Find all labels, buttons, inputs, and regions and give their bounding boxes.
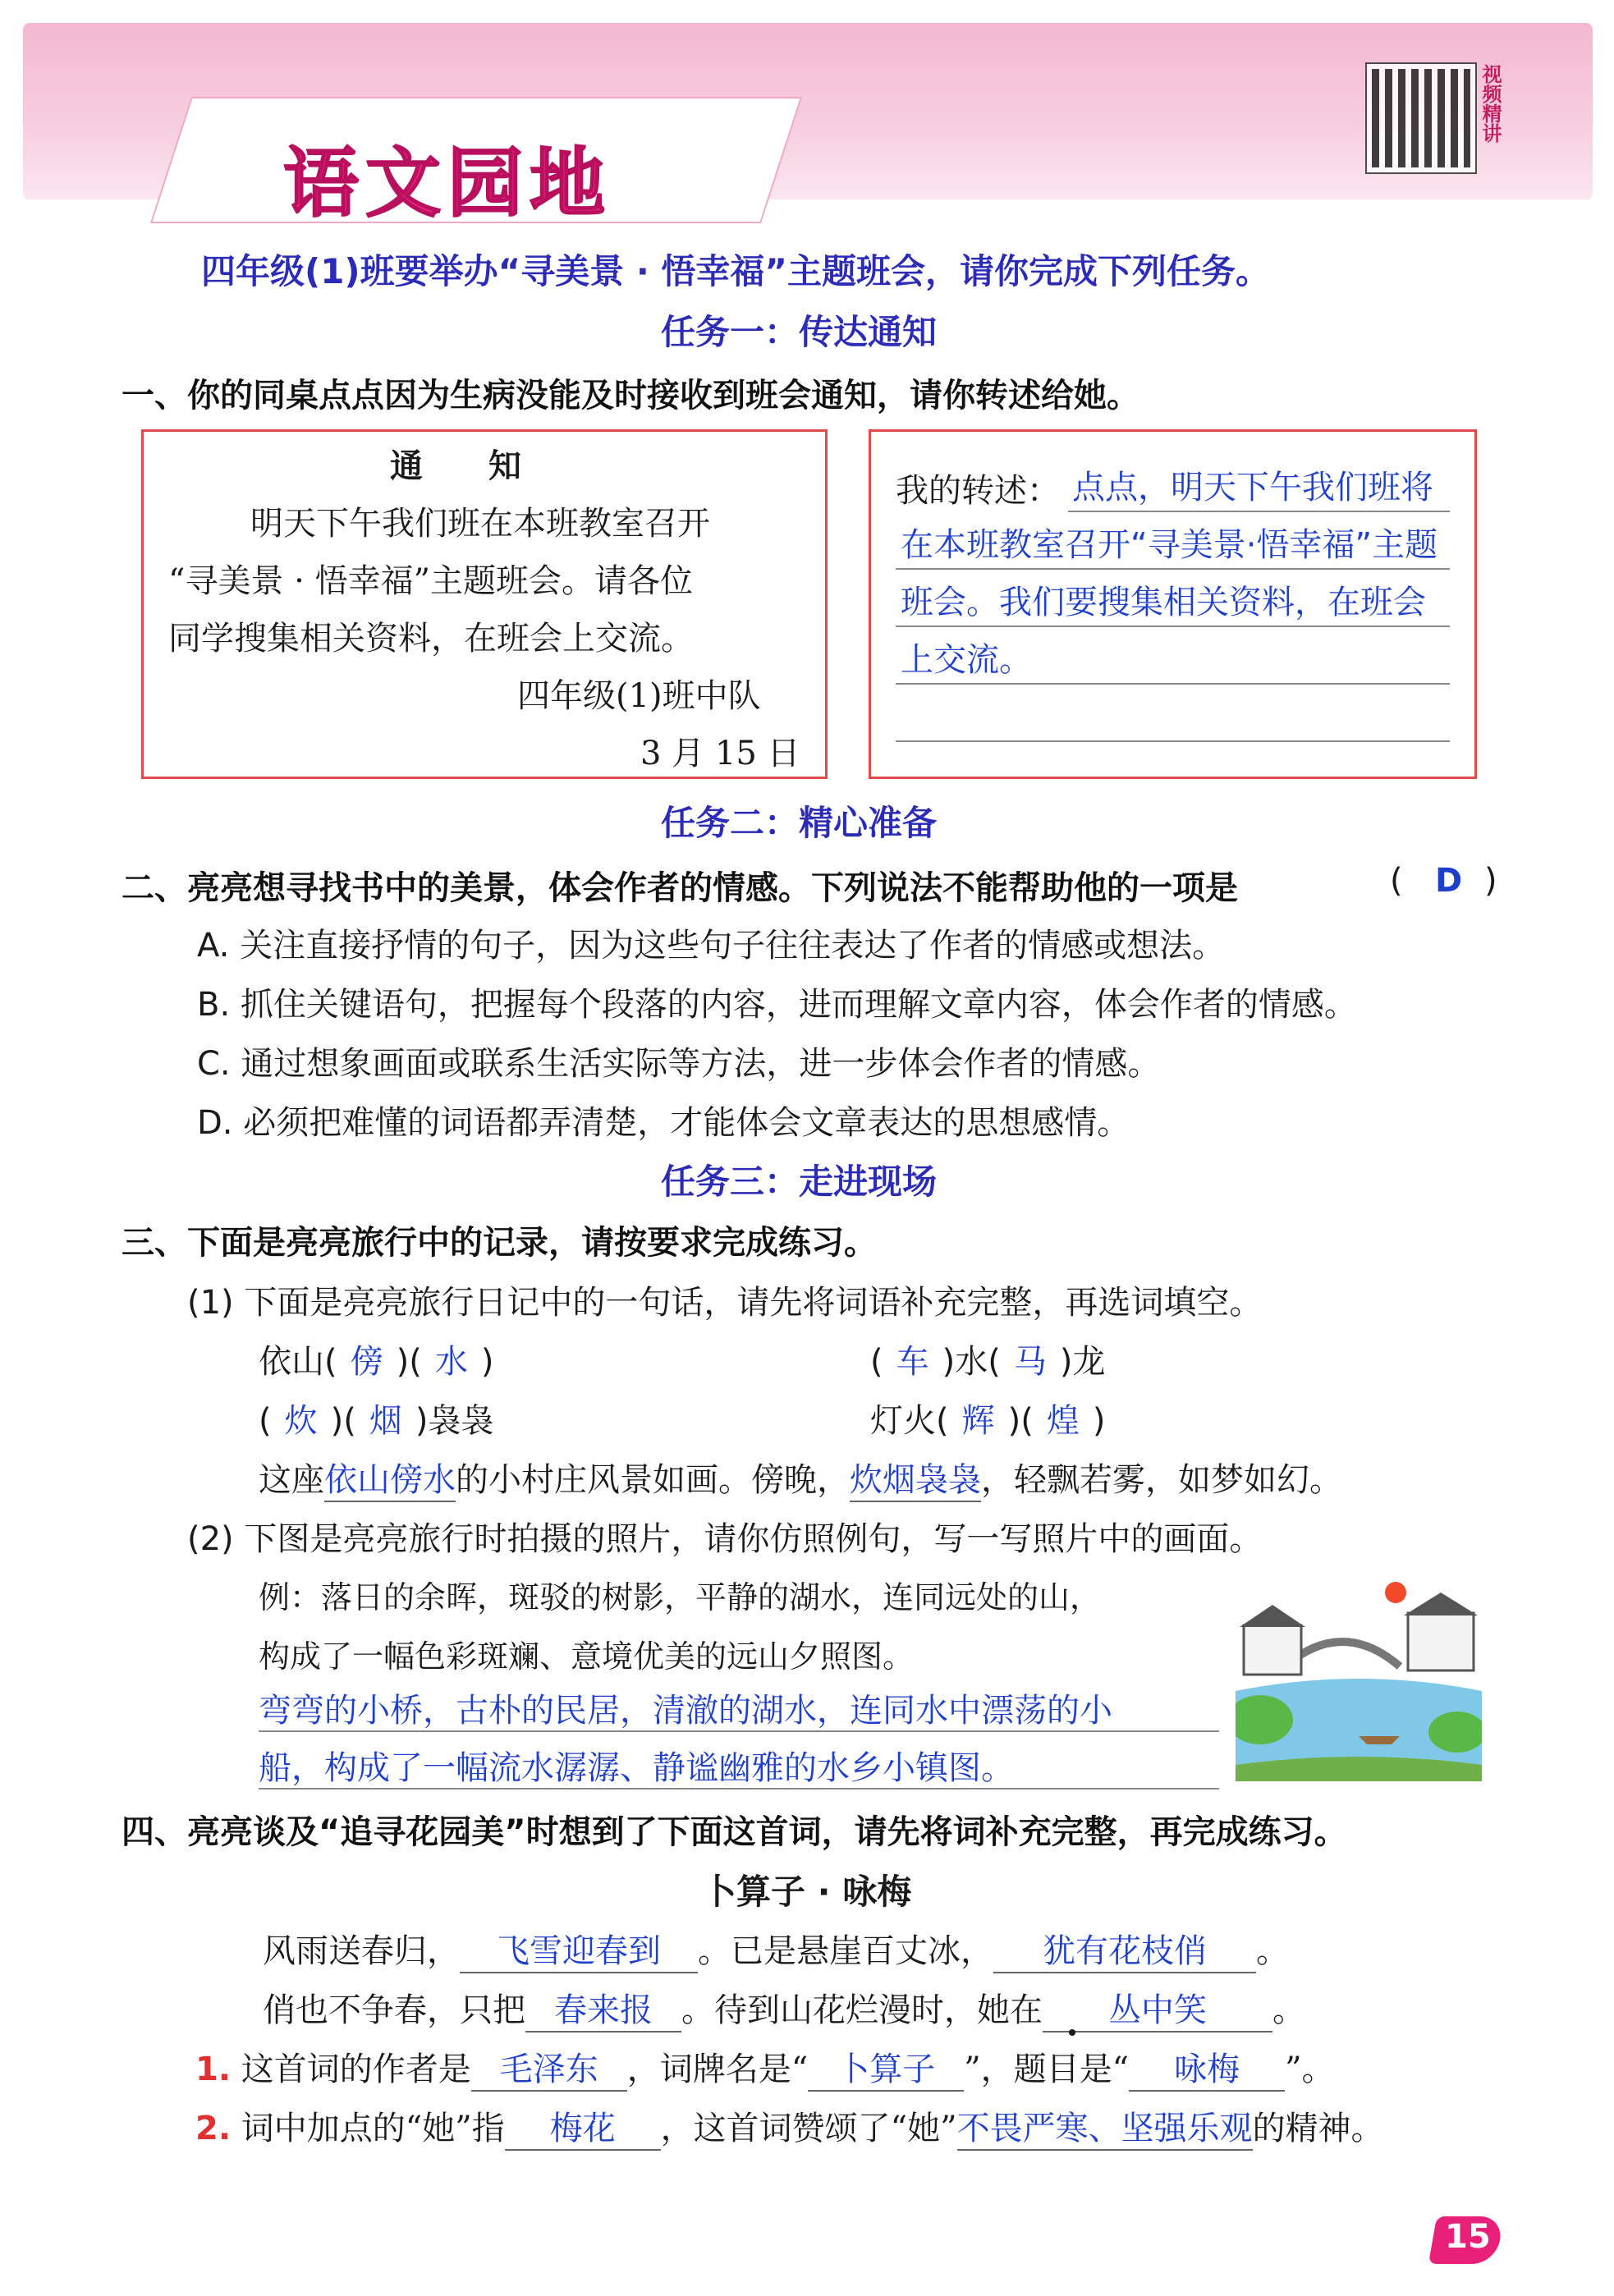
poem-blank-3[interactable]: 春来报 <box>525 1984 681 2032</box>
task4-q1: 1. 这首词的作者是 毛泽东 ，词牌名是“ 卜算子 ”，题目是“ 咏梅 ”。 <box>195 2043 1335 2092</box>
fill-blank-1[interactable]: 依山傍水 <box>324 1454 456 1502</box>
idiom-4-blank-a[interactable]: 辉 <box>961 1402 995 1440</box>
q2-blank-she[interactable]: 梅花 <box>505 2102 661 2151</box>
fill-blank-2[interactable]: 炊烟袅袅 <box>850 1454 981 1502</box>
notice-line-3: 同学搜集相关资料，在班会上交流。 <box>168 620 694 658</box>
task2-paren-open: ( <box>1390 862 1403 900</box>
q1-blank-title[interactable]: 咏梅 <box>1129 2043 1285 2092</box>
task2-option-b: B. 抓住关键语句，把握每个段落的内容，进而理解文章内容，体会作者的情感。 <box>197 986 1357 1024</box>
idiom-3-blank-a[interactable]: 炊 <box>284 1402 318 1440</box>
q2-blank-spirit[interactable]: 不畏严寒、坚强乐观 <box>957 2102 1253 2151</box>
poem-blank-1[interactable]: 飞雪迎春到 <box>460 1925 698 1973</box>
idiom-1: 依山( 傍 )( 水 ) <box>259 1343 494 1381</box>
task3-fill-sentence: 这座依山傍水的小村庄风景如画。傍晚，炊烟袅袅，轻飘若雾，如梦如幻。 <box>259 1454 1342 1502</box>
qr-code-icon[interactable] <box>1367 64 1475 172</box>
poem-blank-2[interactable]: 犹有花枝俏 <box>993 1925 1256 1973</box>
task3-sub1: (1) 下面是亮亮旅行日记中的一句话，请先将词语补充完整，再选词填空。 <box>187 1284 1263 1322</box>
task4-question: 四、亮亮谈及“追寻花园美”时想到了下面这首词，请先将词补充完整，再完成练习。 <box>122 1813 1347 1851</box>
poem-line-1: 风雨送春归， 飞雪迎春到 。已是悬崖百丈冰， 犹有花枝俏 。 <box>263 1925 1289 1973</box>
sun-icon <box>1385 1582 1406 1603</box>
task3-sub2: (2) 下图是亮亮旅行时拍摄的照片，请你仿照例句，写一写照片中的画面。 <box>187 1520 1263 1558</box>
task2-title: 任务二：精心准备 <box>661 803 938 843</box>
intro-text: 四年级(1)班要举办“寻美景 · 悟幸福”主题班会，请你完成下列任务。 <box>201 251 1271 291</box>
house-icon <box>1244 1625 1301 1675</box>
idiom-4-blank-b[interactable]: 煌 <box>1046 1402 1080 1440</box>
poem-line-2: 俏也不争春，只把 春来报 。待到山花烂漫时，她在 丛中笑 。 <box>263 1984 1305 2032</box>
retell-line-1[interactable]: 点点，明天下午我们班将 <box>1072 469 1433 506</box>
idiom-2-blank-a[interactable]: 车 <box>896 1343 929 1381</box>
answer-line-1[interactable]: 弯弯的小桥，古朴的民居，清澈的湖水，连同水中漂荡的小 <box>259 1692 1112 1730</box>
notice-title: 通 知 <box>390 447 521 485</box>
notice-box <box>141 429 828 779</box>
idiom-3: ( 炊 )( 烟 )袅袅 <box>259 1402 494 1440</box>
idiom-1-blank-a[interactable]: 傍 <box>350 1343 383 1381</box>
idiom-2-blank-b[interactable]: 马 <box>1013 1343 1047 1381</box>
poem-blank-4[interactable]: 丛中笑 <box>1043 1984 1272 2032</box>
idiom-1-blank-b[interactable]: 水 <box>434 1343 468 1381</box>
notice-line-1: 明天下午我们班在本班教室召开 <box>250 505 710 543</box>
task4-q2: 2. 词中加点的“她”指 梅花 ，这首词赞颂了“她”不畏严寒、坚强乐观的精神。 <box>195 2102 1384 2151</box>
task3-question: 三、下面是亮亮旅行中的记录，请按要求完成练习。 <box>122 1224 877 1262</box>
retell-line-2[interactable]: 在本班教室召开“寻美景·悟幸福”主题 <box>901 526 1438 564</box>
retell-line-4[interactable]: 上交流。 <box>901 641 1032 679</box>
retell-box <box>869 429 1477 779</box>
task1-question: 一、你的同桌点点因为生病没能及时接收到班会通知，请你转述给她。 <box>122 377 1139 415</box>
example-line-1: 例：落日的余晖，斑驳的树影，平静的湖水，连同远处的山， <box>259 1579 1102 1615</box>
idiom-4: 灯火( 辉 )( 煌 ) <box>870 1402 1106 1440</box>
answer-line-2[interactable]: 船，构成了一幅流水潺潺、静谧幽雅的水乡小镇图。 <box>259 1749 1014 1787</box>
q1-blank-author[interactable]: 毛泽东 <box>471 2043 627 2092</box>
task2-option-d: D. 必须把难懂的词语都弄清楚，才能体会文章表达的思想感情。 <box>197 1104 1130 1142</box>
notice-line-2: “寻美景 · 悟幸福”主题班会。请各位 <box>168 562 694 600</box>
idiom-3-blank-b[interactable]: 烟 <box>369 1402 402 1440</box>
emphasis-dot <box>1069 2029 1075 2036</box>
notice-signature: 四年级(1)班中队 <box>517 677 761 715</box>
q1-blank-cipai[interactable]: 卜算子 <box>808 2043 964 2092</box>
notice-date: 3 月 15 日 <box>640 735 800 772</box>
retell-label: 我的转述： <box>896 472 1060 510</box>
task2-answer[interactable]: D <box>1435 862 1463 900</box>
idiom-2: ( 车 )水( 马 )龙 <box>870 1343 1106 1381</box>
task2-paren-close: ) <box>1484 862 1497 900</box>
task2-option-a: A. 关注直接抒情的句子，因为这些句子往往表达了作者的情感或想法。 <box>197 927 1226 965</box>
poem-title: 卜算子 · 咏梅 <box>702 1872 912 1912</box>
house-icon <box>1408 1613 1474 1670</box>
task2-option-c: C. 通过想象画面或联系生活实际等方法，进一步体会作者的情感。 <box>197 1045 1161 1083</box>
page-title: 语文园地 <box>283 139 612 227</box>
retell-line-3[interactable]: 班会。我们要搜集相关资料，在班会 <box>901 584 1426 621</box>
example-line-2: 构成了一幅色彩斑斓、意境优美的远山夕照图。 <box>259 1638 915 1675</box>
task3-title: 任务三：走进现场 <box>661 1162 938 1202</box>
task1-title: 任务一：传达通知 <box>661 312 938 352</box>
qr-label: 视频精讲 <box>1479 64 1502 143</box>
page-number: 15 <box>1445 2218 1491 2256</box>
task2-question: 二、亮亮想寻找书中的美景，体会作者的情感。下列说法不能帮助他的一项是 <box>122 869 1238 907</box>
water-town-illustration <box>1236 1568 1482 1781</box>
